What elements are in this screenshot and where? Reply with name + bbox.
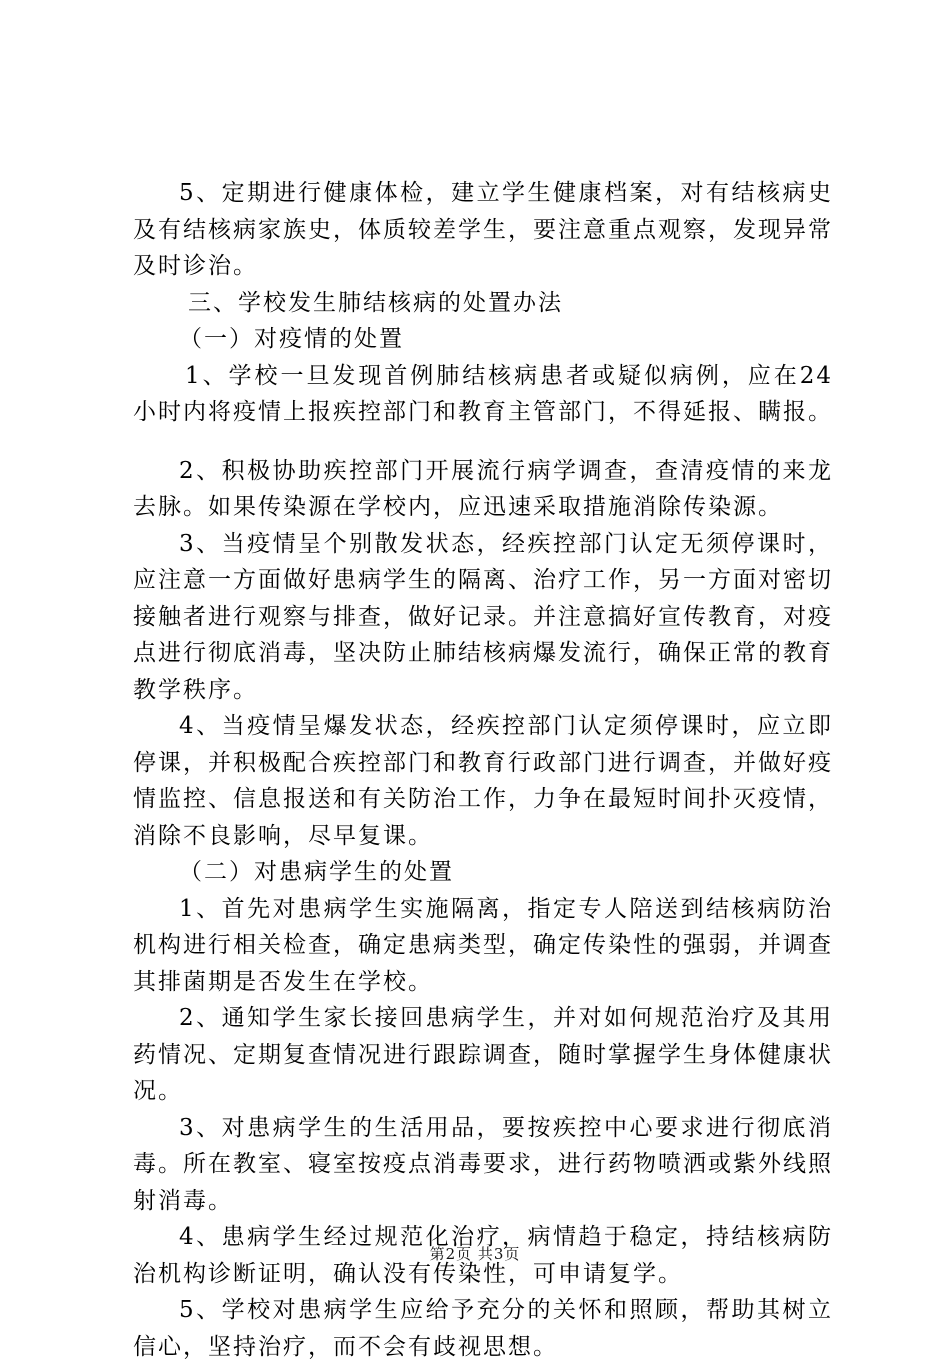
section-heading-handling-methods: 三、学校发生肺结核病的处置办法 <box>188 289 563 316</box>
paragraph-gap <box>133 431 833 453</box>
paragraph-report-epidemic: 1、学校一旦发现首例肺结核病患者或疑似病例，应在24小时内将疫情上报疾控部门和教育主管部门，不得延报、瞒报。 <box>133 362 833 425</box>
paragraph-health-check: 5、定期进行健康体检，建立学生健康档案，对有结核病史及有结核病家族史，体质较差学生，要注意重点观察，发现异常及时诊治。 <box>133 180 833 279</box>
paragraph-investigation: 2、积极协助疾控部门开展流行病学调查，查清疫情的来龙去脉。如果传染源在学校内，应迅速采取措施消除传染源。 <box>133 457 833 520</box>
paragraph-sporadic-cases: 3、当疫情呈个别散发状态，经疾控部门认定无须停课时，应注意一方面做好患病学生的隔离、治疗工作，另一方面对密切接触者进行观察与排查，做好记录。并注意搞好宣传教育，对疫点进行彻底消毒，坚决防止肺结核病爆发流行，确保正常的教育教学秩序。 <box>133 530 833 703</box>
subheading-epidemic-handling: （一）对疫情的处置 <box>179 326 404 352</box>
subheading-patient-handling: （二）对患病学生的处置 <box>179 859 454 885</box>
paragraph-disinfection: 3、对患病学生的生活用品，要按疾控中心要求进行彻底消毒。所在教室、寝室按疫点消毒要求，进行药物喷洒或紫外线照射消毒。 <box>133 1114 833 1214</box>
paragraph-isolation: 1、首先对患病学生实施隔离，指定专人陪送到结核病防治机构进行相关检查，确定患病类型，确定传染性的强弱，并调查其排菌期是否发生在学校。 <box>133 895 833 995</box>
paragraph-return-to-school: 4、患病学生经过规范化治疗，病情趋于稳定，持结核病防治机构诊断证明，确认没有传染性，可申请复学。 <box>133 1224 833 1287</box>
paragraph-notify-parents: 2、通知学生家长接回患病学生，并对如何规范治疗及其用药情况、定期复查情况进行跟踪调查，随时掌握学生身体健康状况。 <box>133 1005 833 1104</box>
document-body <box>133 175 833 1365</box>
page-footer: 第2页 共3页 <box>429 1245 521 1263</box>
paragraph-outbreak: 4、当疫情呈爆发状态，经疾控部门认定须停课时，应立即停课，并积极配合疾控部门和教育行政部门进行调查，并做好疫情监控、信息报送和有关防治工作，力争在最短时间扑灭疫情，消除不良影响，尽早复课。 <box>133 713 833 849</box>
paragraph-care: 5、学校对患病学生应给予充分的关怀和照顾，帮助其树立信心，坚持治疗，而不会有歧视思想。 <box>133 1297 833 1360</box>
